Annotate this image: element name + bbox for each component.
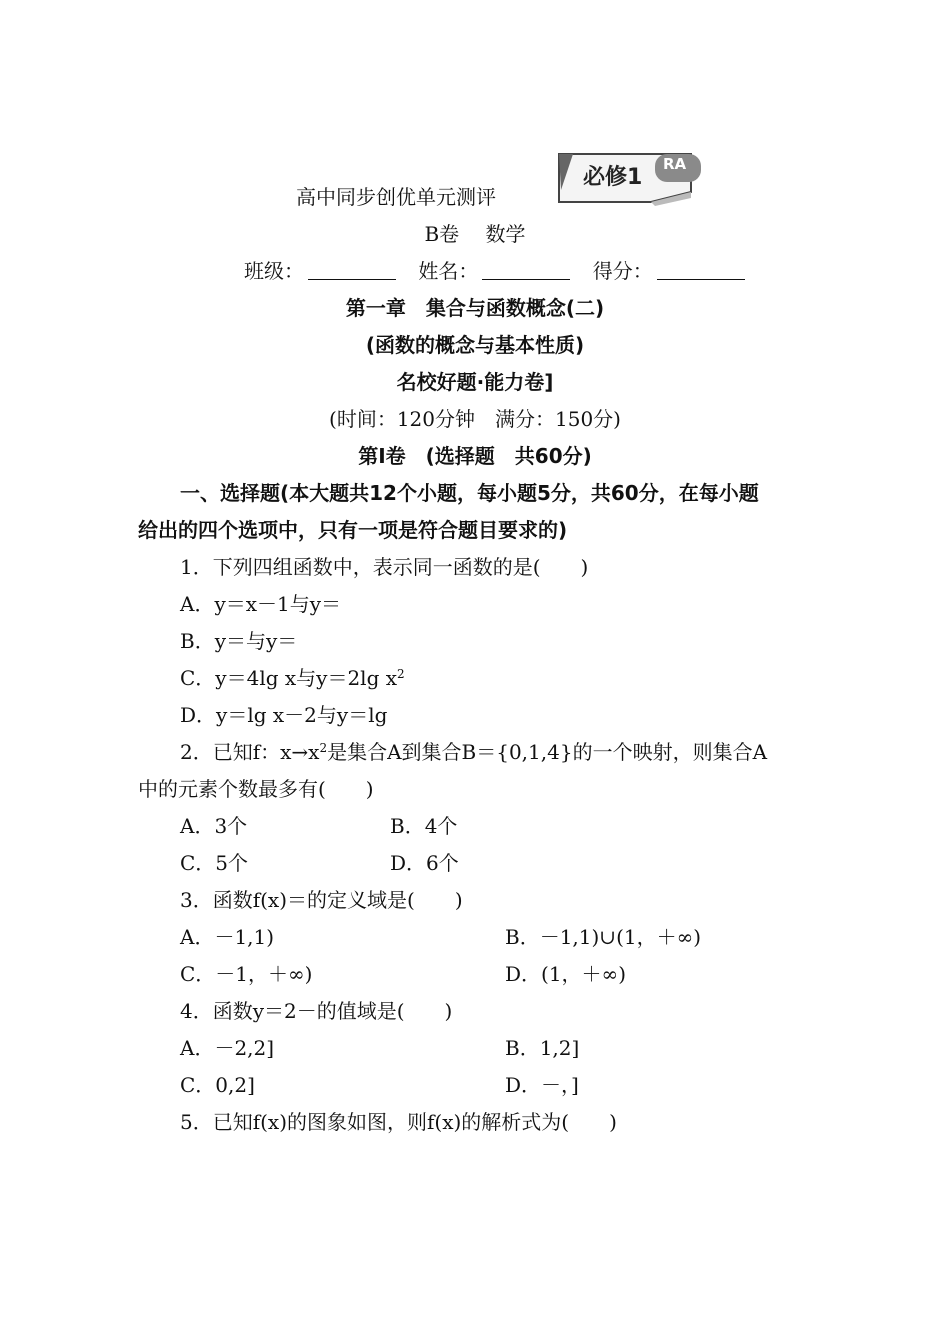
q3-stem: 3．函数f(x)＝的定义域是( ) — [180, 888, 463, 912]
q2-option-b: B．4个 — [390, 814, 458, 838]
part-title: 第Ⅰ卷 (选择题 共60分) — [358, 444, 592, 468]
q5-stem: 5．已知f(x)的图象如图，则f(x)的解析式为( ) — [180, 1110, 617, 1134]
q1-option-d: D．y＝lg x－2与y＝lg — [180, 703, 388, 727]
q2-stem — [180, 738, 767, 766]
time-info: (时间：120分钟 满分：150分) — [329, 407, 621, 431]
q3-option-b: B．－1,1)∪(1，＋∞) — [505, 925, 702, 949]
badge-ra-tag: RA — [663, 155, 687, 173]
q2-stem-line2: 中的元素个数最多有( ) — [138, 777, 374, 801]
chapter-title: 第一章 集合与函数概念(二) — [345, 296, 605, 320]
paper-tag: 名校好题·能力卷] — [396, 370, 554, 394]
q1-option-c-text: C．y＝4lg x与y＝2lg x — [180, 666, 398, 690]
student-info-row — [244, 257, 761, 285]
q1-stem: 1．下列四组函数中，表示同一函数的是( ) — [180, 555, 589, 579]
chapter-subtitle: (函数的概念与基本性质) — [365, 333, 585, 357]
q2-stem-b: 是集合A到集合B＝{0,1,4}的一个映射，则集合A — [327, 740, 768, 764]
q2-stem-exponent: 2 — [319, 741, 328, 755]
q1-option-a: A．y＝x－1与y＝ — [180, 592, 342, 616]
name-label: 姓名： — [418, 259, 479, 283]
section-intro-line1: 一、选择题(本大题共12个小题，每小题5分，共60分，在每小题 — [180, 481, 759, 505]
q2-option-d: D．6个 — [390, 851, 459, 875]
q2-option-c: C．5个 — [180, 851, 249, 875]
series-title: 高中同步创优单元测评 — [296, 185, 496, 209]
subject-badge — [551, 150, 701, 206]
badge-text: 必修1 — [583, 165, 643, 190]
section-intro-line2: 给出的四个选项中，只有一项是符合题目要求的) — [138, 518, 568, 542]
q3-option-a: A．－1,1) — [180, 925, 275, 949]
q4-option-a: A．－2,2] — [180, 1036, 275, 1060]
score-label: 得分： — [592, 259, 653, 283]
score-field[interactable] — [657, 261, 745, 280]
q4-stem: 4．函数y＝2－的值域是( ) — [180, 999, 453, 1023]
name-field[interactable] — [482, 261, 570, 280]
class-field[interactable] — [308, 261, 396, 280]
q4-option-d: D．－，] — [505, 1073, 579, 1097]
q4-option-b: B．1,2] — [505, 1036, 580, 1060]
q3-option-c: C．－1，＋∞) — [180, 962, 313, 986]
q2-option-a: A．3个 — [180, 814, 248, 838]
q4-option-c: C．0,2] — [180, 1073, 255, 1097]
volume-title: B卷 数学 — [424, 222, 526, 246]
q2-stem-a: 2．已知f：x→x — [180, 740, 320, 764]
q3-option-d: D．(1，＋∞) — [505, 962, 627, 986]
q1-option-c — [180, 664, 405, 692]
q1-option-c-exponent: 2 — [397, 667, 405, 681]
class-label: 班级： — [244, 259, 304, 283]
q1-option-b: B．y＝与y＝ — [180, 629, 298, 653]
